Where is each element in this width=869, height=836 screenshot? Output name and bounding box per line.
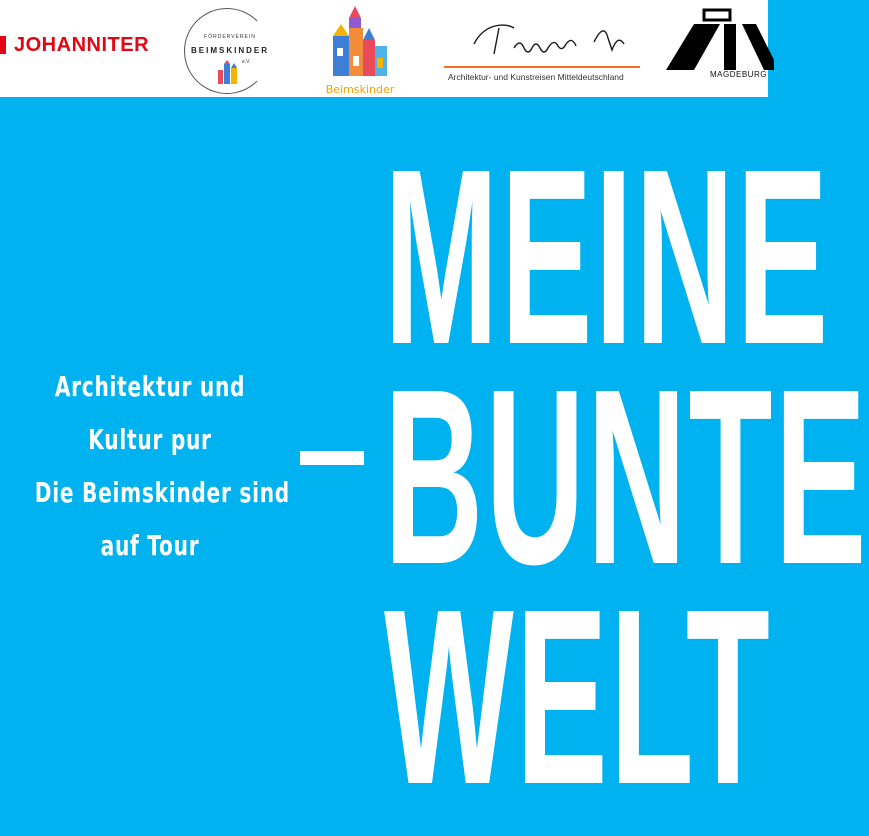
- beimskinder-wordmark: Beimskinder: [325, 83, 395, 96]
- foerderverein-line1: FÖRDERVEREIN: [204, 34, 256, 40]
- johanniter-cross-icon: [0, 36, 6, 54]
- slogan: [34, 360, 290, 572]
- kunstreisen-caption: Architektur- und Kunstreisen Mitteldeutschland: [448, 72, 624, 82]
- slogan-line-2: Kultur pur: [88, 423, 212, 456]
- johanniter-logo: [0, 28, 149, 62]
- beimskinder-logo: [325, 6, 395, 96]
- aiv-building-icon: [664, 8, 774, 72]
- slogan-line-4: auf Tour: [100, 529, 200, 562]
- kunstreisen-logo: [444, 14, 640, 84]
- small-castle-icon: [216, 60, 240, 86]
- aiv-city: MAGDEBURG: [710, 70, 767, 79]
- signature-icon: [444, 14, 640, 64]
- foerderverein-line3: e.V.: [242, 59, 251, 65]
- headline-line-2: BUNTE: [384, 337, 869, 616]
- foerderverein-logo: [180, 4, 280, 94]
- beimskinder-castle-icon: [325, 6, 395, 82]
- dash-divider: [300, 451, 364, 465]
- headline-line-1: MEINE: [384, 117, 831, 396]
- foerderverein-line2: BEIMSKINDER: [190, 46, 269, 55]
- slogan-line-1: Architektur und: [54, 370, 246, 403]
- headline: [384, 117, 869, 836]
- slogan-line-3: Die Beimskinder sind: [34, 476, 290, 509]
- headline-line-3: WELT: [384, 557, 773, 836]
- aiv-logo: [664, 8, 774, 88]
- johanniter-wordmark: JOHANNITER: [14, 33, 150, 56]
- logo-bar: [0, 0, 768, 97]
- orange-rule: [444, 66, 640, 68]
